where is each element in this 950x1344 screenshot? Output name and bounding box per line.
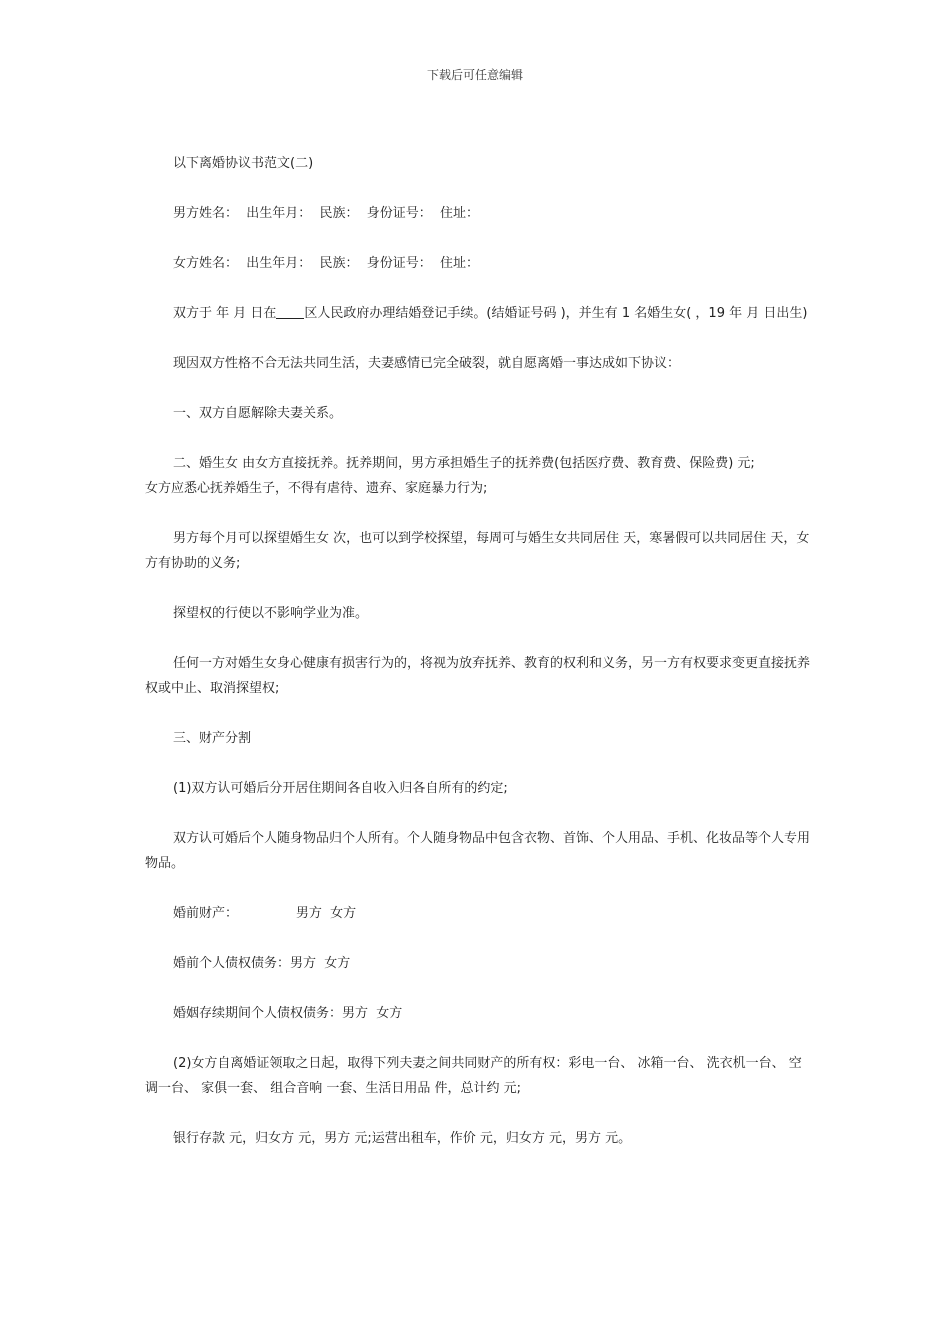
personal-belongings-paragraph: 双方认可婚后个人随身物品归个人所有。个人随身物品中包含衣物、首饰、个人用品、手机、化妆品等个人专用物品。: [145, 831, 811, 871]
premarital-property-line: 婚前财产： 男方 女方: [173, 906, 357, 921]
blank-underline: [276, 304, 304, 319]
visitation-paragraph: 男方每个月可以探望婚生女 次，也可以到学校探望，每周可与婚生女共同居住 天，寒暑假可以共同居住 天，女方有协助的义务;: [145, 531, 810, 571]
marriage-registration-paragraph: [145, 301, 810, 326]
premarital-debts-line: 婚前个人债权债务：男方 女方: [173, 956, 351, 971]
document-body: [145, 151, 810, 1176]
clause-two-continuation: 女方应悉心抚养婚生子，不得有虐待、遗弃、家庭暴力行为;: [145, 481, 488, 496]
divorce-reason-paragraph: 现因双方性格不合无法共同生活，夫妻感情已完全破裂，就自愿离婚一事达成如下协议：: [173, 356, 681, 371]
marriage-registration-text: 区人民政府办理结婚登记手续。(结婚证号码 )，并生有 1 名婚生女( ，19 年 月 日出生): [304, 306, 808, 321]
clause-one: 一、双方自愿解除夫妻关系。: [173, 406, 343, 421]
bank-deposit-paragraph: 银行存款 元，归女方 元，男方 元;运营出租车，作价 元，归女方 元，男方 元。: [173, 1131, 632, 1146]
property-item-1: (1)双方认可婚后分开居住期间各自收入归各自所有的约定;: [173, 781, 508, 796]
visitation-rule: 探望权的行使以不影响学业为准。: [173, 606, 369, 621]
document-title: 以下离婚协议书范文(二): [173, 156, 314, 171]
clause-two: 二、婚生女 由女方直接抚养。抚养期间，男方承担婚生子的抚养费(包括医疗费、教育费、保险费) 元;: [173, 456, 755, 471]
male-party-info: 男方姓名： 出生年月： 民族： 身份证号： 住址：: [173, 206, 480, 221]
marriage-date-text: 双方于 年 月 日在: [173, 306, 277, 321]
page-header: 下载后可任意编辑: [426, 68, 523, 82]
clause-three-heading: 三、财产分割: [173, 731, 252, 746]
marital-debts-line: 婚姻存续期间个人债权债务：男方 女方: [173, 1006, 403, 1021]
female-party-info: 女方姓名： 出生年月： 民族： 身份证号： 住址：: [173, 256, 480, 271]
custody-change-paragraph: 任何一方对婚生女身心健康有损害行为的，将视为放弃抚养、教育的权利和义务，另一方有权要求变更直接抚养权或中止、取消探望权;: [145, 656, 811, 696]
property-item-2: (2)女方自离婚证领取之日起，取得下列夫妻之间共同财产的所有权：彩电一台、 冰箱一台、 洗衣机一台、 空调一台、 家俱一套、 组合音响 一套、生活日用品 件，总计约 元;: [145, 1056, 802, 1096]
